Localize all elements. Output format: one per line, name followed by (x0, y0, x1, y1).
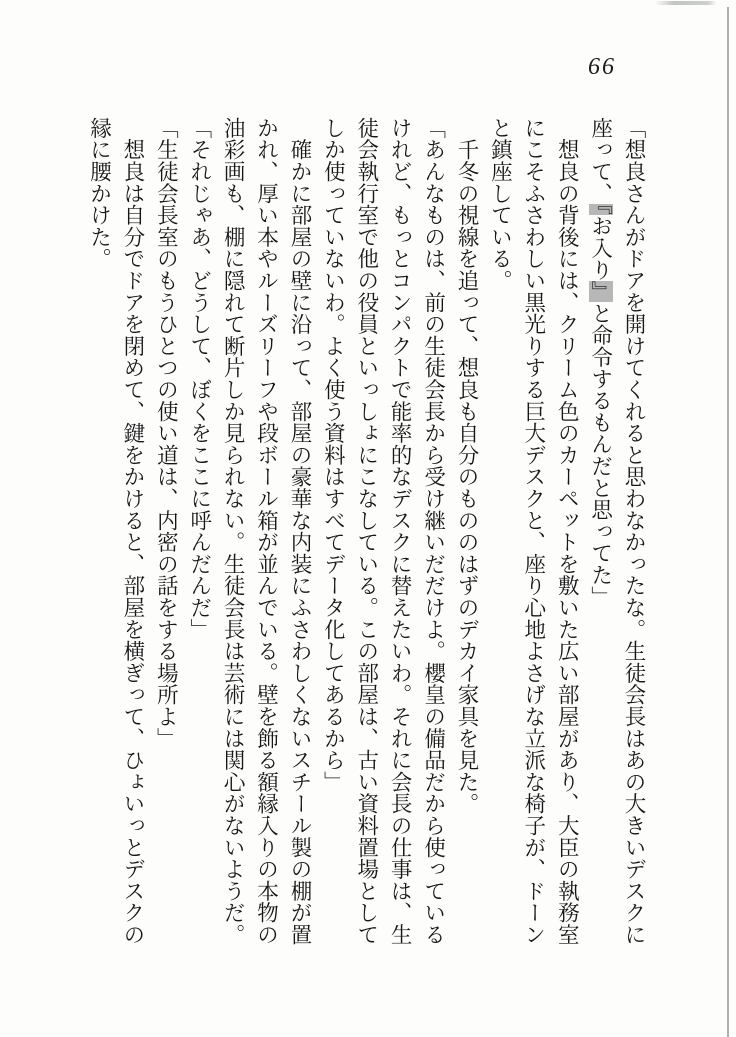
page-number: 66 (588, 54, 616, 80)
text-segment: 確かに部屋の壁に沿って、部屋の豪華な内装にふさわしくないスチール製の棚が置 (287, 117, 312, 946)
text-segment: 想良の背後には、クリーム色のカーペットを敷いた広い部屋があり、大臣の執務室 (555, 117, 580, 946)
text-segment: 油彩画も、棚に隠れて断片しか見られない。生徒会長は芸術には関心がないようだ。 (221, 117, 246, 946)
text-segment: 千冬の視線を追って、想良も自分のもののはずのデカイ家具を見た。 (454, 117, 479, 815)
text-line (116, 117, 149, 959)
text-segment: 縁に腰かけた。 (87, 117, 112, 270)
text-segment: 想良は自分でドアを閉めて、鍵をかけると、部屋を横ぎって、ひょいっとデスクの (120, 117, 145, 946)
text-line (149, 117, 182, 959)
scan-smudge (655, 1, 717, 5)
text-segment: 「あんなものは、前の生徒会長から受け継いだだけよ。櫻皇の備品だから使っている (421, 117, 446, 946)
text-segment: 「想良さんがドアを開けてくれると思わなかったな。生徒会長はあの大きいデスクに (622, 117, 646, 946)
text-segment: しか使っていないわ。よく使う資料はすべてデータ化してあるから」 (321, 117, 346, 793)
text-line (383, 117, 416, 959)
text-segment: と鎮座している。 (488, 117, 513, 292)
text-line (249, 117, 282, 959)
text-line (450, 117, 483, 959)
text-segment: かれ、厚い本やルーズリーフや段ボール箱が並んでいる。壁を飾る額縁入りの本物の (254, 117, 279, 946)
text-segment: と命令するもんだと思ってた」 (588, 302, 613, 608)
text-line (349, 117, 382, 959)
text-line (550, 117, 583, 959)
text-line (316, 117, 349, 959)
text-line (283, 117, 316, 959)
page-edge-line (727, 7, 729, 1037)
text-line (617, 117, 650, 959)
text-segment: 「それじゃあ、どうして、ぼくをここに呼んだんだ」 (187, 117, 212, 641)
highlighted-bracket: 『 (588, 204, 613, 216)
highlighted-bracket: 』 (588, 280, 613, 303)
text-line (483, 117, 516, 959)
text-segment: 徒会執行室で他の役員といっしょにこなしている。この部屋は、古い資料置場として (354, 117, 379, 946)
text-segment: お入り (588, 215, 613, 281)
text-line (416, 117, 449, 959)
text-line (182, 117, 215, 959)
text-segment: けれど、もっとコンパクトで能率的なデスクに替えたいわ。それに会長の仕事は、生 (388, 117, 413, 946)
page-text (82, 117, 650, 959)
text-line (516, 117, 549, 959)
text-segment: にこそふさわしい黒光りする巨大デスクと、座り心地よさげな立派な椅子が、ドーン (521, 117, 546, 946)
text-segment: 「生徒会長室のもうひとつの使い道は、内密の話をする場所よ」 (154, 117, 179, 750)
text-line (583, 117, 616, 959)
text-line (82, 117, 115, 959)
text-segment: 座って、 (588, 117, 613, 205)
text-line (216, 117, 249, 959)
